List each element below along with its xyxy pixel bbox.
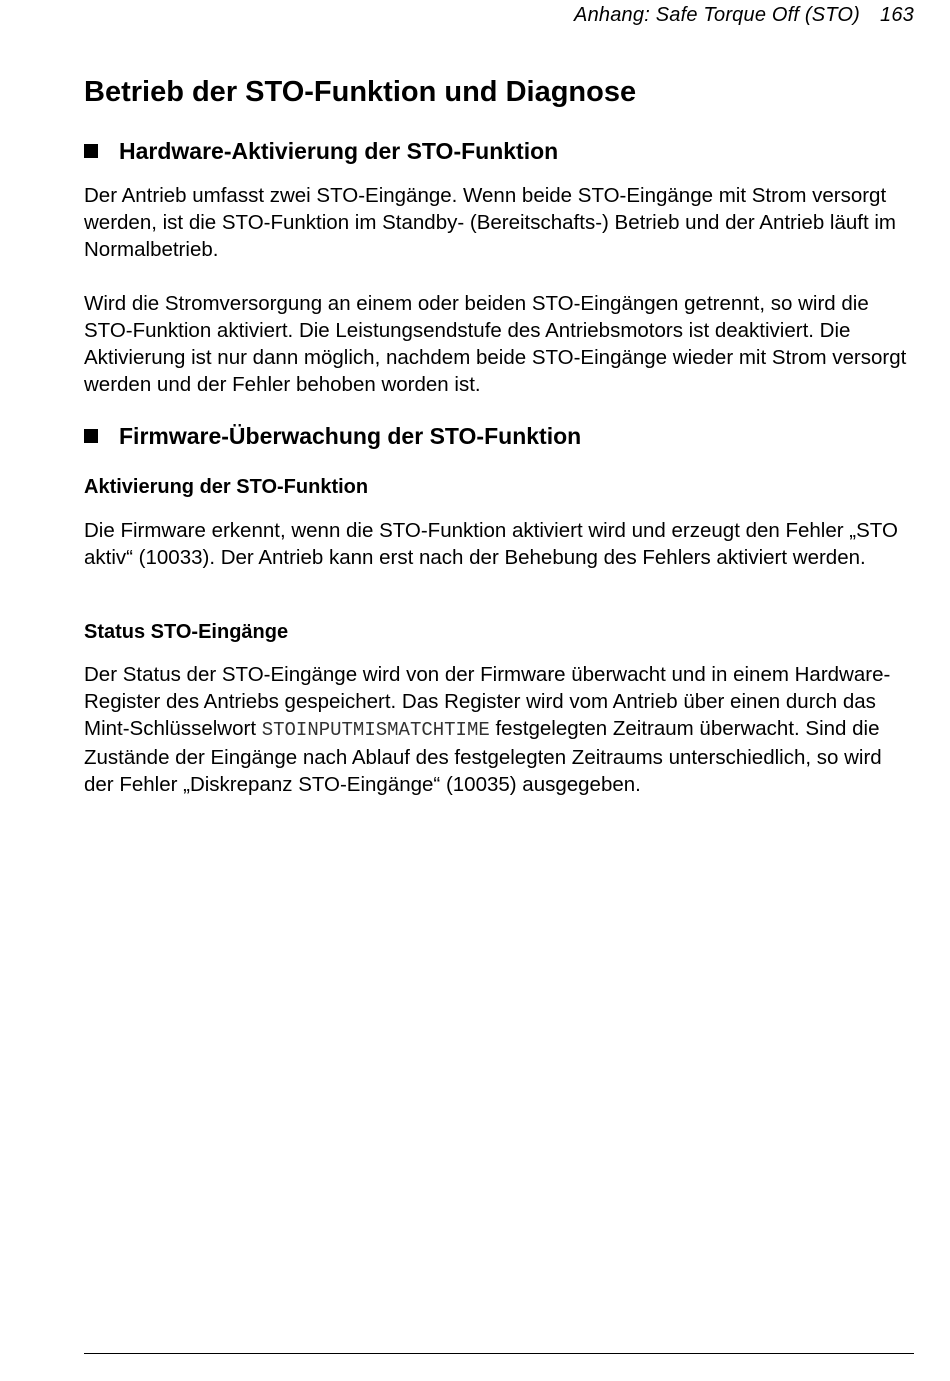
section-heading-text: Hardware-Aktivierung der STO-Funktion: [119, 138, 559, 164]
status-text-before: Der Status der STO-Eingänge wird von der Firmware überwacht und in einem Hardware-Register des Antriebs gespeichert. Das Register wird vom Antrieb über einen durch das Mint-Schlüsselwort: [84, 663, 891, 740]
paragraph-hardware-1: Der Antrieb umfasst zwei STO-Eingänge. Wenn beide STO-Eingänge mit Strom versorgt werden, ist die STO-Funktion im Standby- (Bereitschafts-) Betrieb und der Antrieb läuft im Normalbetrieb.: [84, 184, 897, 261]
mint-keyword: STOINPUTMISMATCHTIME: [261, 719, 490, 741]
section-heading-hardware: [84, 138, 558, 165]
running-header: [574, 4, 914, 27]
page-number: 163: [880, 4, 914, 26]
section-heading-firmware: [84, 423, 581, 450]
footer-divider: [84, 1353, 914, 1354]
square-bullet-icon: [84, 144, 98, 158]
paragraph-status: [84, 661, 914, 798]
subheading-status: Status STO-Eingänge: [84, 621, 289, 643]
subheading-activation: Aktivierung der STO-Funktion: [84, 476, 369, 498]
page-title: Betrieb der STO-Funktion und Diagnose: [84, 76, 637, 108]
square-bullet-icon: [84, 429, 98, 443]
header-section-title: Anhang: Safe Torque Off (STO): [574, 4, 861, 26]
paragraph-activation: Die Firmware erkennt, wenn die STO-Funktion aktiviert wird und erzeugt den Fehler „STO aktiv“ (10033). Der Antrieb kann erst nach der Behebung des Fehlers aktiviert werden.: [84, 519, 898, 569]
section-heading-text: Firmware-Überwachung der STO-Funktion: [119, 423, 582, 449]
status-text-after: festgelegten Zeitraum überwacht. Sind die Zustände der Eingänge nach Ablauf des festgelegten Zeitraums unterschiedlich, so wird der Fehler „Diskrepanz STO-Eingänge“ (10035) ausgegeben.: [84, 717, 882, 796]
paragraph-hardware-2: Wird die Stromversorgung an einem oder beiden STO-Eingängen getrennt, so wird die STO-Funktion aktiviert. Die Leistungsendstufe des Antriebsmotors ist deaktiviert. Die Aktivierung ist nur dann möglich, nachdem beide STO-Eingänge wieder mit Strom versorgt werden und der Fehler behoben worden ist.: [84, 292, 907, 396]
